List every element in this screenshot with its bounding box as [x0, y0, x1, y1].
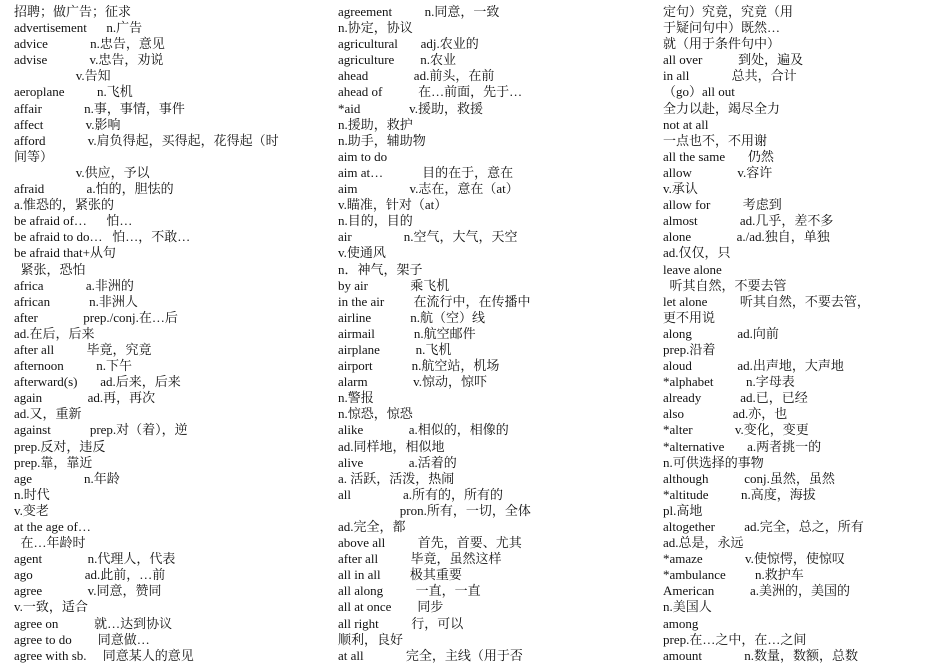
- entry-line: n.助手，辅助物: [338, 132, 426, 148]
- entry-line: pron.所有，一切，全体: [338, 502, 531, 518]
- entry-line: also ad.亦，也: [663, 406, 788, 422]
- entry-line: airline n.航（空）线: [338, 309, 485, 325]
- entry-line: n．神气，架子: [338, 261, 423, 277]
- entry-line: be afraid to do… 怕…，不敢…: [14, 229, 191, 245]
- entry-line: n.警报: [338, 390, 374, 406]
- entry-line: （go）all out: [663, 84, 735, 100]
- entry-line: alive a.活着的: [338, 454, 457, 470]
- entry-line: be afraid of… 怕…: [14, 213, 133, 229]
- column-1: [14, 4, 314, 664]
- entry-line: ad.又，重新: [14, 406, 82, 422]
- entry-line: all over 到处，遍及: [663, 52, 804, 68]
- entry-line: almost ad.几乎，差不多: [663, 213, 834, 229]
- entry-line: 顺利，良好: [338, 631, 404, 647]
- entry-line: v.告知: [14, 68, 111, 84]
- entry-line: agree with sb. 同意某人的意见: [14, 647, 194, 663]
- entry-line: aloud ad.出声地，大声地: [663, 358, 844, 374]
- entry-line: v.承认: [663, 181, 698, 197]
- entry-line: agent n.代理人，代表: [14, 551, 176, 567]
- entry-line: a. 活跃，活泼，热闹: [338, 470, 455, 486]
- entry-line: *alternative a.两者挑一的: [663, 438, 822, 454]
- entry-line: agree to do 同意做…: [14, 631, 150, 647]
- entry-line: again ad.再，再次: [14, 390, 156, 406]
- entry-line: after all 毕竟，虽然这样: [338, 551, 502, 567]
- entry-line: alone a./ad.独自，单独: [663, 229, 830, 245]
- entry-line: ad.仅仅，只: [663, 245, 731, 261]
- entry-line: a.惟恐的，紧张的: [14, 197, 115, 213]
- entry-line: American a.美洲的，美国的: [663, 583, 851, 599]
- entry-line: among: [663, 615, 699, 631]
- entry-line: by air 乘飞机: [338, 277, 450, 293]
- entry-line: ahead of 在…前面，先于…: [338, 84, 523, 100]
- entry-line: 招聘；做广告；征求: [14, 4, 132, 19]
- entry-line: advise v.忠告，劝说: [14, 52, 164, 68]
- entry-line: 一点也不，不用谢: [663, 132, 768, 148]
- entry-line: agree on 就…达到协议: [14, 615, 173, 631]
- entry-line: prep.靠，靠近: [14, 454, 93, 470]
- entry-line: all right 行，可以: [338, 615, 464, 631]
- entry-line: n.目的，目的: [338, 213, 413, 229]
- entry-line: n.可供选择的事物: [663, 454, 764, 470]
- entry-line: age n.年龄: [14, 470, 120, 486]
- entry-line: in the air 在流行中，在传播中: [338, 293, 531, 309]
- entry-line: 紧张，恐怕: [14, 261, 86, 277]
- entry-line: prep.在…之中，在…之间: [663, 631, 807, 647]
- entry-line: agriculture n.农业: [338, 52, 457, 68]
- entry-line: airplane n.飞机: [338, 341, 452, 357]
- entry-line: ad.完全，都: [338, 519, 406, 534]
- entry-line: aeroplane n.飞机: [14, 84, 133, 100]
- entry-line: allow v.容许: [663, 164, 773, 180]
- entry-line: *alter v.变化，变更: [663, 422, 809, 438]
- entry-line: at all 完全，主线（用于否: [338, 647, 523, 663]
- entry-line: all a.所有的，所有的: [338, 486, 504, 502]
- entry-line: already ad.已，已经: [663, 390, 808, 406]
- entry-line: *ambulance n.救护车: [663, 567, 804, 583]
- entry-line: all the same 仍然: [663, 148, 774, 164]
- entry-line: 全力以赴，竭尽全力: [663, 100, 781, 116]
- entry-line: v.瞄准，针对（at）: [338, 197, 448, 213]
- entry-line: pl.高地: [663, 502, 703, 518]
- entry-line: ago ad.此前，…前: [14, 567, 166, 583]
- entry-line: leave alone: [663, 261, 722, 277]
- entry-line: along ad.向前: [663, 325, 779, 341]
- entry-line: *aid v.援助，救援: [338, 100, 484, 116]
- entry-line: advertisement n.广告: [14, 20, 143, 36]
- entry-line: after prep./conj.在…后: [14, 309, 178, 325]
- entry-line: airmail n.航空邮件: [338, 325, 476, 341]
- entry-line: 听其自然，不要去管: [663, 277, 787, 293]
- entry-line: be afraid that+从句: [14, 245, 116, 261]
- entry-line: v.一致，适合: [14, 599, 88, 615]
- entry-line: n.美国人: [663, 599, 712, 615]
- entry-line: airport n.航空站，机场: [338, 358, 500, 374]
- entry-line: alike a.相似的，相像的: [338, 422, 509, 438]
- entry-line: 就（用于条件句中）: [663, 36, 781, 52]
- entry-line: 于疑问句中）既然…: [663, 20, 781, 36]
- entry-line: against prep.对（着），逆: [14, 422, 188, 438]
- entry-line: 定句）究竟，究竟（用: [663, 4, 794, 19]
- entry-line: although conj.虽然，虽然: [663, 470, 835, 486]
- entry-line: v.变老: [14, 502, 49, 518]
- entry-line: in all 总共，合计: [663, 68, 797, 84]
- entry-line: agree v.同意，赞同: [14, 583, 162, 599]
- entry-line: africa a.非洲的: [14, 277, 134, 293]
- entry-line: 间等）: [14, 148, 54, 164]
- entry-line: v.供应，予以: [14, 164, 150, 180]
- entry-line: affair n.事，事情，事件: [14, 100, 185, 116]
- entry-line: ad.在后，后来: [14, 325, 95, 341]
- entry-line: amount n.数量，数额，总数: [663, 647, 858, 663]
- entry-line: n.援助，救护: [338, 116, 413, 132]
- column-2: [338, 4, 638, 664]
- entry-line: aim v.志在，意在（at）: [338, 181, 519, 197]
- entry-line: let alone 听其自然，不要去管，: [663, 293, 870, 309]
- entry-line: n.惊恐，惊恐: [338, 406, 413, 422]
- entry-line: all in all 极其重要: [338, 567, 462, 583]
- entry-line: *alphabet n.字母表: [663, 374, 795, 390]
- entry-line: *amaze v.使惊愕，使惊叹: [663, 551, 845, 567]
- entry-line: above all 首先，首要、尤其: [338, 535, 522, 551]
- entry-line: prep.反对，违反: [14, 438, 106, 454]
- entry-line: advice n.忠告，意见: [14, 36, 165, 52]
- entry-line: prep.沿着: [663, 341, 716, 357]
- entry-line: aim at… 目的在于，意在: [338, 164, 514, 180]
- entry-line: ad.同样地，相似地: [338, 438, 445, 454]
- entry-line: 更不用说: [663, 309, 716, 325]
- entry-line: ad.总是，永远: [663, 535, 744, 551]
- entry-line: agricultural adj.农业的: [338, 36, 479, 52]
- entry-line: afraid a.怕的，胆怯的: [14, 181, 174, 197]
- entry-line: after all 毕竟，究竟: [14, 341, 152, 357]
- entry-line: n.协定，协议: [338, 20, 413, 36]
- entry-line: all along 一直，一直: [338, 583, 481, 599]
- entry-line: aim to do: [338, 148, 388, 164]
- entry-line: ahead ad.前头，在前: [338, 68, 495, 84]
- entry-line: altogether ad.完全，总之，所有: [663, 519, 864, 534]
- entry-line: not at all: [663, 116, 709, 132]
- entry-line: affect v.影响: [14, 116, 121, 132]
- entry-line: n.时代: [14, 486, 50, 502]
- column-3: [663, 4, 943, 664]
- entry-line: afternoon n.下午: [14, 358, 133, 374]
- entry-line: alarm v.惊动，惊吓: [338, 374, 487, 390]
- entry-line: *altitude n.高度，海拔: [663, 486, 816, 502]
- entry-line: agreement n.同意，一致: [338, 4, 500, 19]
- entry-line: air n.空气，大气，天空: [338, 229, 518, 245]
- entry-line: allow for 考虑到: [663, 197, 782, 213]
- entry-line: afterward(s) ad.后来，后来: [14, 374, 181, 390]
- entry-line: afford v.肩负得起，买得起，花得起（时: [14, 132, 279, 148]
- entry-line: all at once 同步: [338, 599, 444, 615]
- entry-line: african n.非洲人: [14, 293, 138, 309]
- entry-line: 在…年龄时: [14, 535, 86, 551]
- entry-line: v.使通风: [338, 245, 386, 261]
- entry-line: at the age of…: [14, 519, 91, 534]
